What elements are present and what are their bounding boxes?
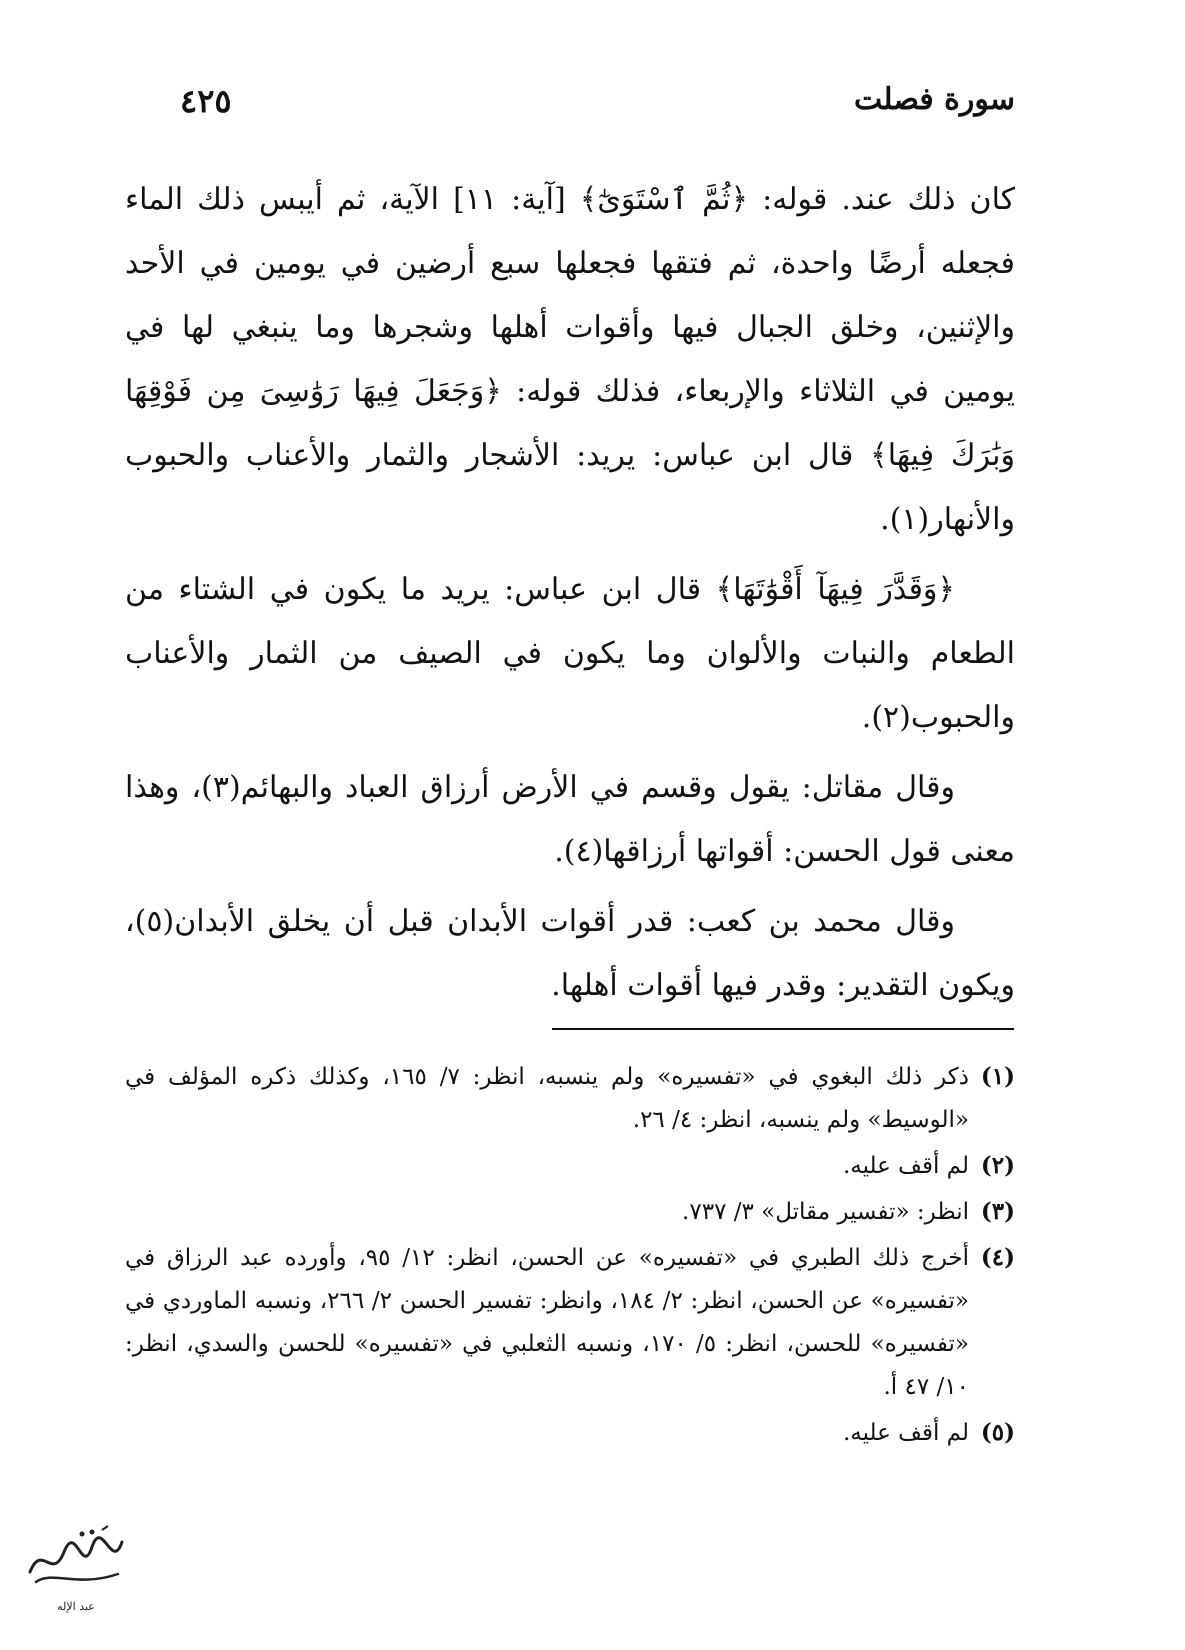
footnote-text: لم أقف عليه.	[842, 1420, 969, 1446]
paragraph: وقال محمد بن كعب: قدر أقوات الأبدان قبل أن يخلق الأبدان(٥)، ويكون التقدير: وقدر فيها أقوات أهلها.	[125, 904, 1015, 1003]
main-text	[125, 168, 1015, 1024]
footnote	[125, 1411, 1015, 1455]
footnote-text: ذكر ذلك البغوي في «تفسيره» ولم ينسبه، انظر: ٧/ ١٦٥، وكذلك ذكره المؤلف في «الوسيط» ولم ينسبه، انظر: ٤/ ٢٦.	[125, 1064, 969, 1133]
page-header	[180, 82, 1015, 132]
footnote-text: انظر: «تفسير مقاتل» ٣/ ٧٣٧.	[682, 1199, 969, 1225]
publisher-logo-icon	[22, 1522, 130, 1597]
footnote-number: (٣)	[980, 1198, 1015, 1225]
footnotes	[125, 1055, 1015, 1457]
paragraph: ﴿وَقَدَّرَ فِيهَآ أَقْوَٰتَهَا﴾ قال ابن عباس: يريد ما يكون في الشتاء من الطعام والنبات والألوان وما يكون في الصيف من الثمار والأعناب والحبوب(٢).	[125, 572, 1015, 735]
surah-title: سورة فصلت	[853, 82, 1015, 117]
footnote	[125, 1190, 1015, 1234]
footnote-number: (٢)	[980, 1152, 1015, 1179]
footnote	[125, 1236, 1015, 1409]
paragraph: وقال مقاتل: يقول وقسم في الأرض أرزاق العباد والبهائم(٣)، وهذا معنى قول الحسن: أقواتها أرزاقها(٤).	[125, 770, 1015, 869]
footnote-number: (١)	[980, 1063, 1015, 1090]
footnote-number: (٥)	[980, 1419, 1015, 1446]
paragraph: كان ذلك عند. قوله: ﴿ثُمَّ ٱسْتَوَىٰٓ﴾ [آية: ١١] الآية، ثم أيبس ذلك الماء فجعله أرضًا واحدة، ثم فتقها فجعلها سبع أرضين في يومين في الأحد والإثنين، وخلق الجبال فيها وأقوات أهلها وشجرها وما ينبغي لها في يومين في الثلاثاء والإربعاء، فذلك قوله: ﴿وَجَعَلَ فِيهَا رَوَٰسِىَ مِن فَوْقِهَا وَبَٰرَكَ فِيهَا﴾ قال ابن عباس: يريد: الأشجار والثمار والأعناب والحبوب والأنهار(١).	[125, 182, 1015, 537]
footnote-text: لم أقف عليه.	[842, 1153, 969, 1179]
footnote-separator	[552, 1028, 1014, 1030]
footnote-text: أخرج ذلك الطبري في «تفسيره» عن الحسن، انظر: ١٢/ ٩٥، وأورده عبد الرزاق في «تفسيره» عن الحسن، انظر: ٢/ ١٨٤، وانظر: تفسير الحسن ٢/ ٢٦٦، ونسبه الماوردي في «تفسيره» للحسن، انظر: ٥/ ١٧٠، ونسبه الثعلبي في «تفسيره» للحسن والسدي، انظر: ١٠/ ٤٧ أ.	[125, 1245, 970, 1400]
footnote	[125, 1055, 1015, 1142]
footnote-number: (٤)	[980, 1244, 1016, 1271]
footnote	[125, 1144, 1015, 1188]
publisher-caption: عبد الإله	[57, 1600, 95, 1613]
page-number: ٤٢٥	[180, 82, 232, 120]
